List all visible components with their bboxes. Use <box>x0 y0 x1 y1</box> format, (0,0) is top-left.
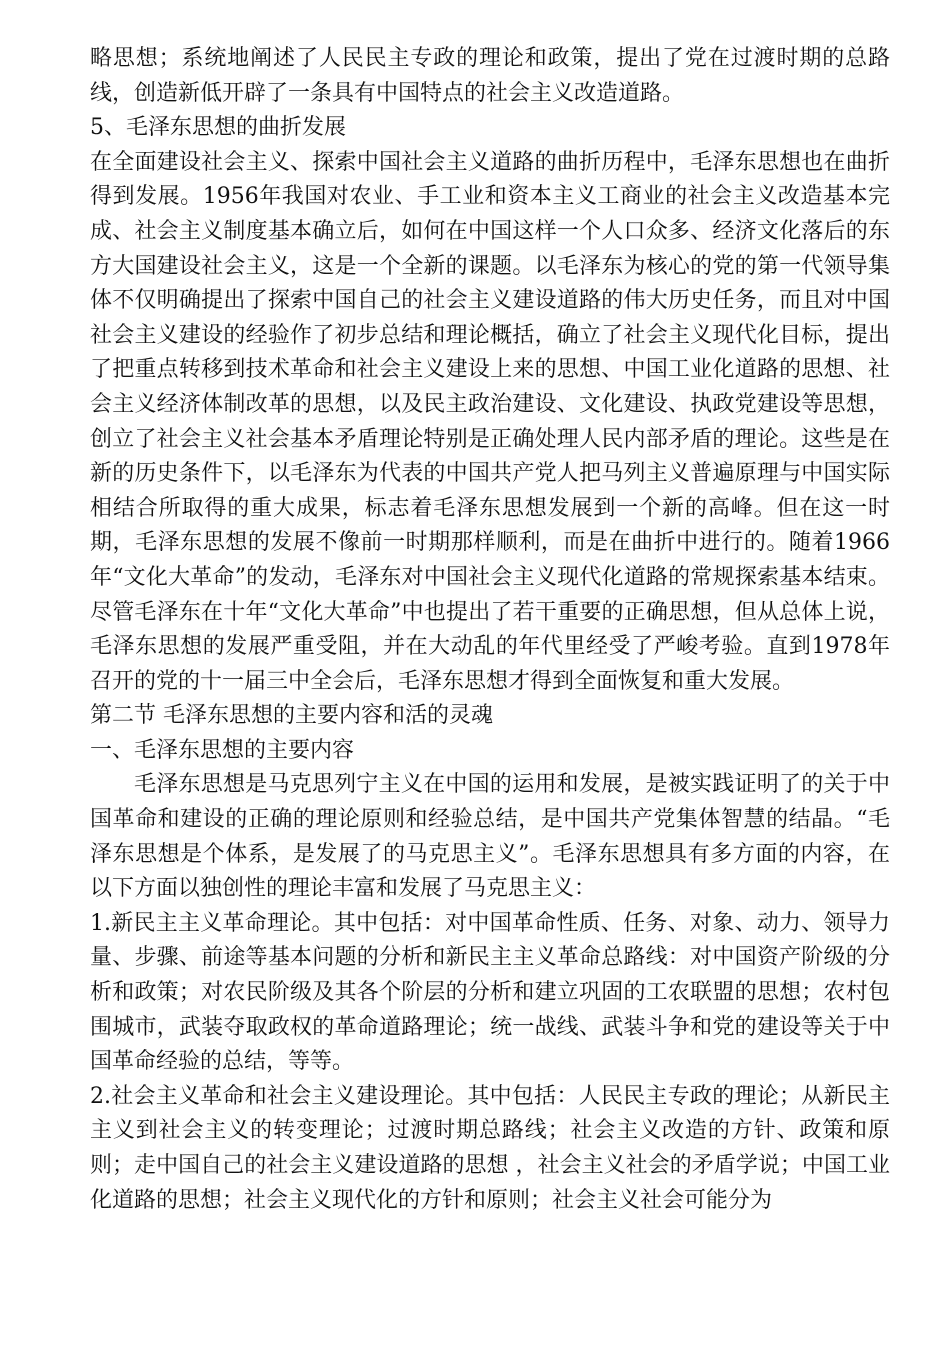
section-heading-5: 5、毛泽东思想的曲折发展 <box>90 115 346 141</box>
list-item-2: 2.社会主义革命和社会主义建设理论。其中包括：人民民主专政的理论；从新民主主义到社会主义的转变理论；过渡时期总路线；社会主义改造的方针、政策和原则；走中国自己的社会主义建设道路的思想 ，社会主义社会的矛盾学说；中国工业化道路的思想；社会主义现代化的方针和原则；社会主义社会可能分为 <box>90 1083 890 1213</box>
paragraph-2: 在全面建设社会主义、探索中国社会主义道路的曲折历程中，毛泽东思想也在曲折得到发展。1956年我国对农业、手工业和资本主义工商业的社会主义改造基本完成、社会主义制度基本确立后，如何在中国这样一个人口众多、经济文化落后的东方大国建设社会主义，这是一个全新的课题。以毛泽东为核心的党的第一代领导集体不仅明确提出了探索中国自己的社会主义建设道路的伟大历史任务，而且对中国社会主义建设的经验作了初步总结和理论概括，确立了社会主义现代化目标，提出了把重点转移到技术革命和社会主义建设上来的思想、中国工业化道路的思想、社会主义经济体制改革的思想，以及民主政治建设、文化建设、执政党建设等思想，创立了社会主义社会基本矛盾理论特别是正确处理人民内部矛盾的理论。这些是在新的历史条件下，以毛泽东为代表的中国共产党人把马列主义普遍原理与中国实际相结合所取得的重大成果，标志着毛泽东思想发展到一个新的高峰。但在这一时期，毛泽东思想的发展不像前一时期那样顺利，而是在曲折中进行的。随着1966年“文化大革命”的发动，毛泽东对中国社会主义现代化道路的常规探索基本结束。尽管毛泽东在十年“文化大革命”中也提出了若干重要的正确思想，但从总体上说，毛泽东思想的发展严重受阻，并在大动乱的年代里经受了严峻考验。直到1978年召开的党的十一届三中全会后，毛泽东思想才得到全面恢复和重大发展。 <box>90 149 890 694</box>
chapter-section-2-title: 第二节 毛泽东思想的主要内容和活的灵魂 <box>90 703 493 729</box>
paragraph-3: 毛泽东思想是马克思列宁主义在中国的运用和发展，是被实践证明了的关于中国革命和建设的正确的理论原则和经验总结，是中国共产党集体智慧的结晶。“毛泽东思想是个体系，是发展了的马克思主义”。毛泽东思想具有多方面的内容，在以下方面以独创性的理论丰富和发展了马克思主义： <box>90 772 890 902</box>
subsection-heading-1: 一、毛泽东思想的主要内容 <box>90 737 355 763</box>
document-page <box>90 42 890 1218</box>
paragraph-1: 略思想；系统地阐述了人民民主专政的理论和政策，提出了党在过渡时期的总路线，创造新低开辟了一条具有中国特点的社会主义改造道路。 <box>90 46 890 106</box>
list-item-1: 1.新民主主义革命理论。其中包括：对中国革命性质、任务、对象、动力、领导力量、步骤、前途等基本问题的分析和新民主主义革命总路线：对中国资产阶级的分析和政策；对农民阶级及其各个阶层的分析和建立巩固的工农联盟的思想；农村包围城市，武装夺取政权的革命道路理论；统一战线、武装斗争和党的建设等关于中国革命经验的总结，等等。 <box>90 910 890 1075</box>
